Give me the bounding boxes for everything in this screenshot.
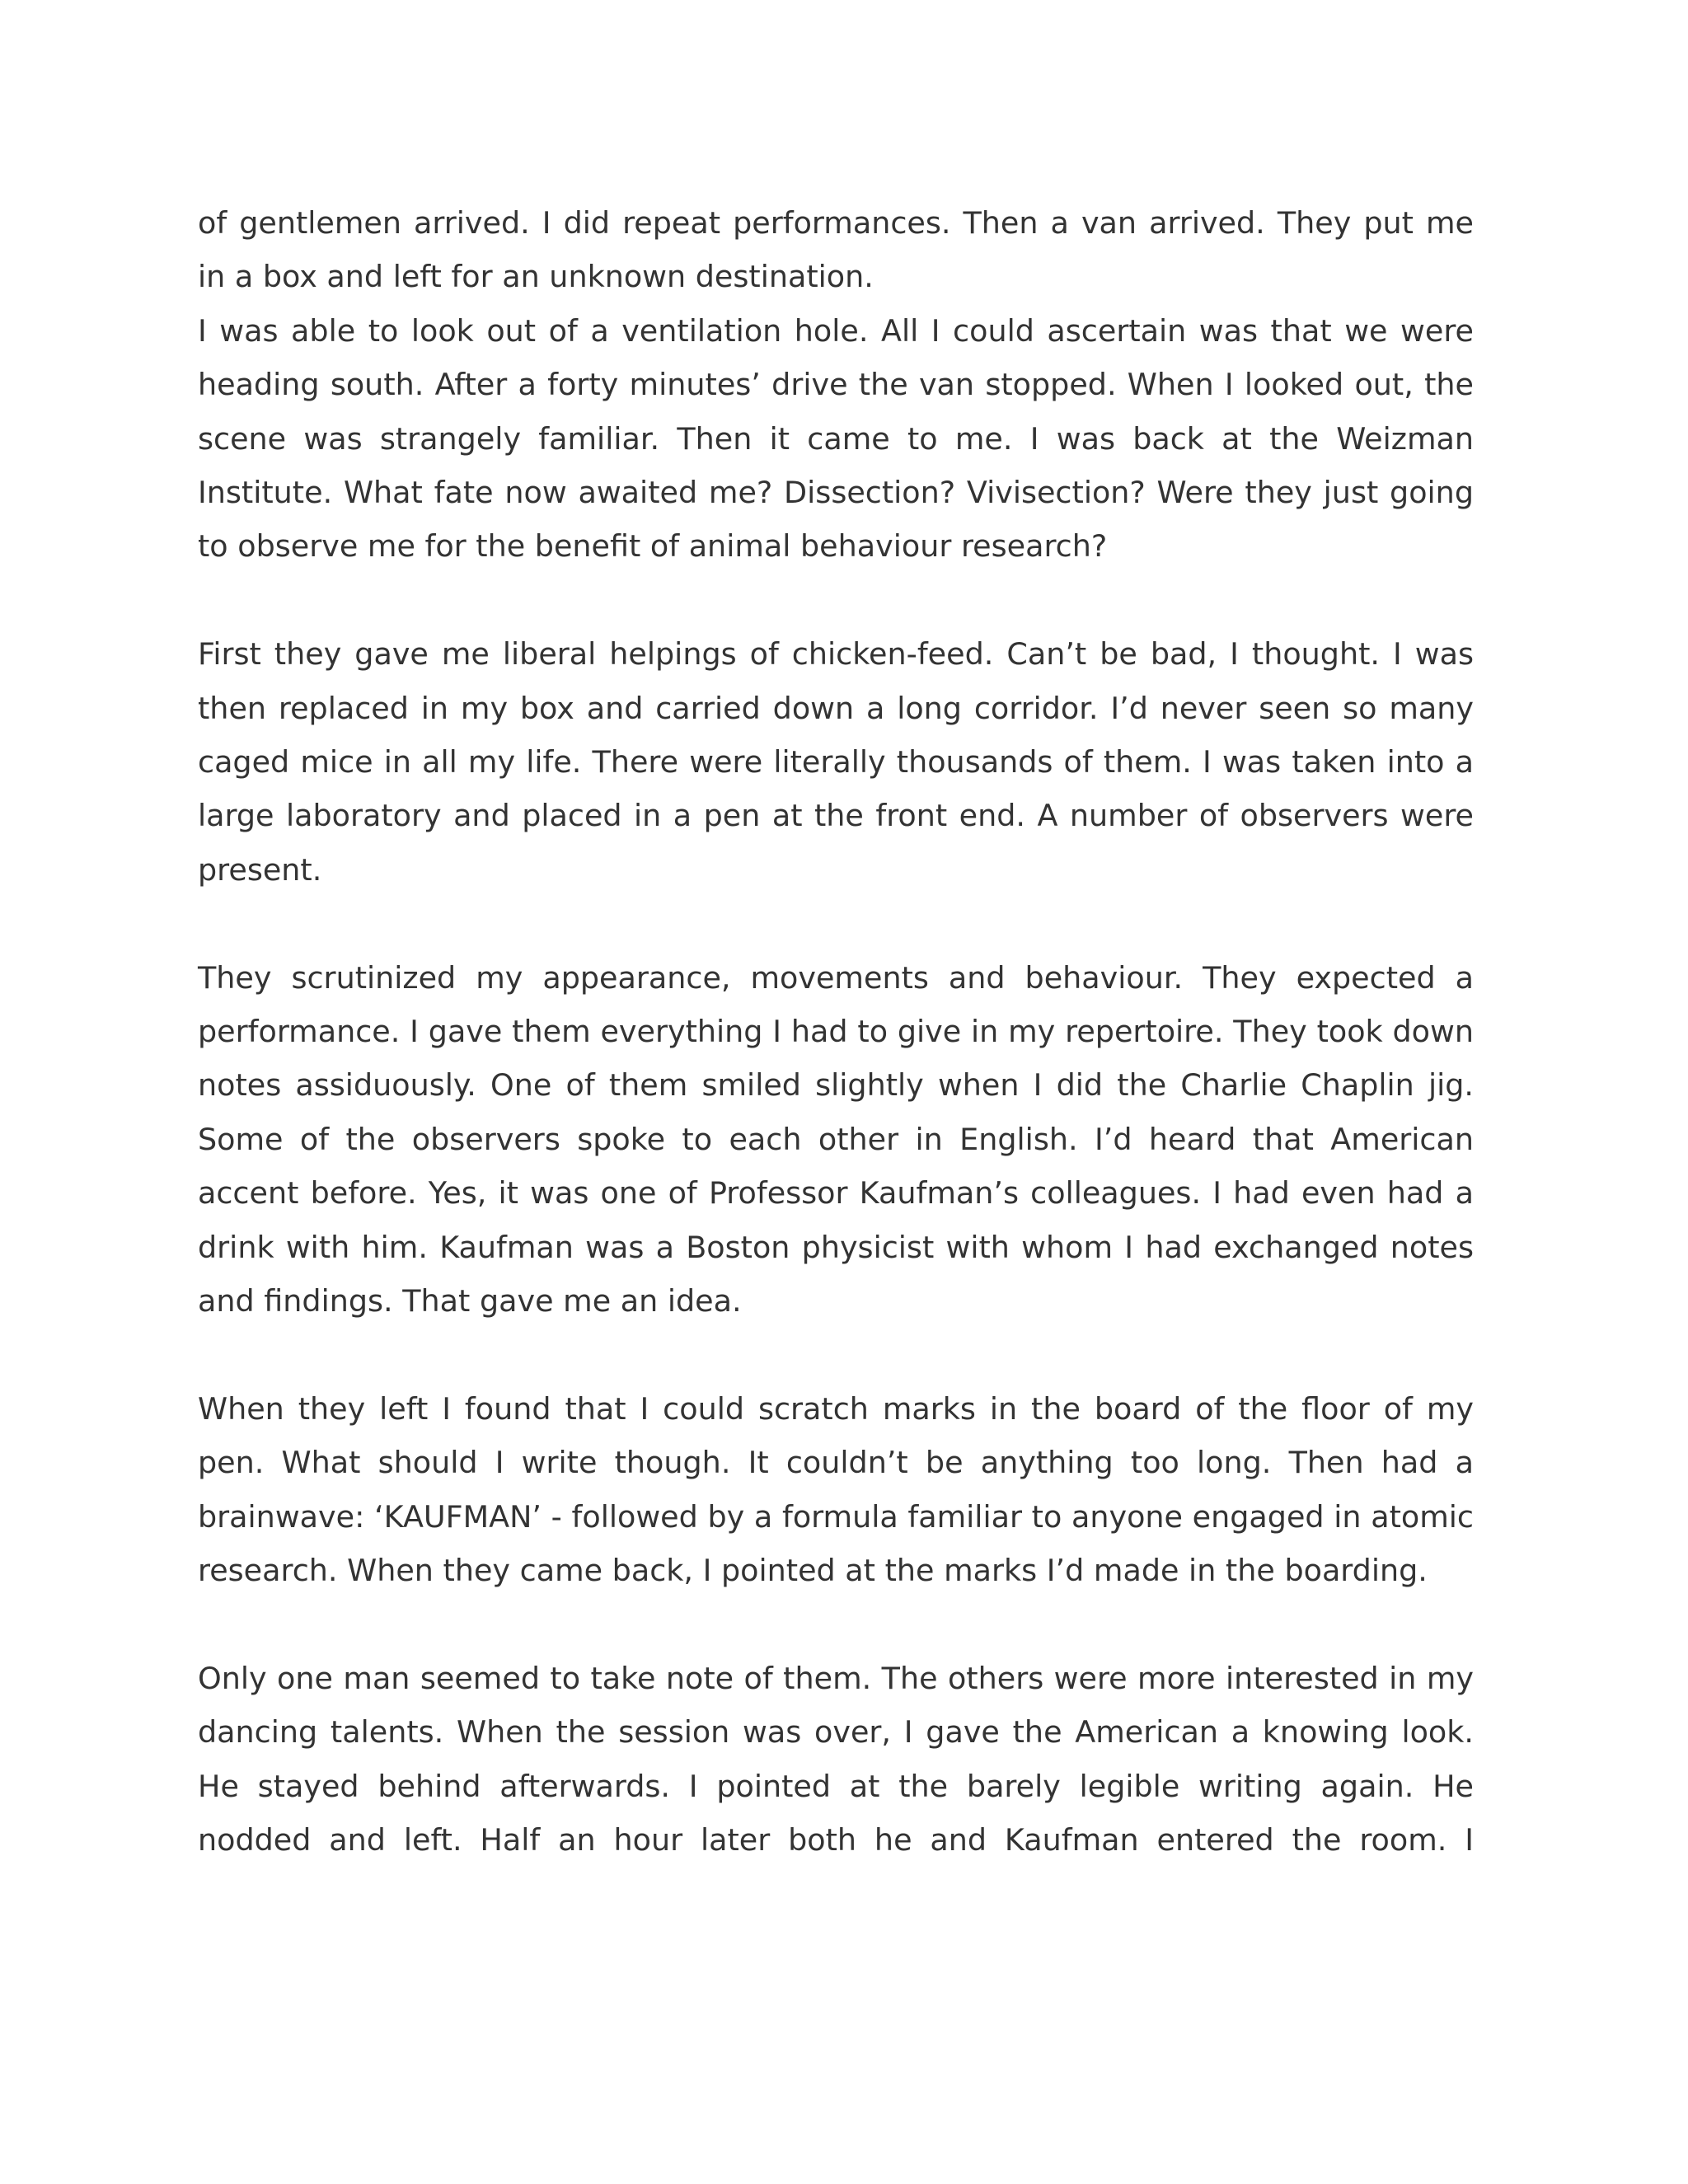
paragraph-2: I was able to look out of a ventilation hole. All I could ascertain was that we were heading south. After a forty minutes’ drive the van stopped. When I looked out, the scene was strangely familiar. Then it came to me. I was back at the Weizman Institute. What fate now awaited me? Dissection? Vivisection? Were they just going to observe me for the benefit of animal behaviour research?: [198, 312, 1474, 565]
paragraph-4: They scrutinized my appearance, movements and behaviour. They expected a performance. I gave them everything I had to give in my repertoire. They took down notes assiduously. One of them smiled slightly when I did the Charlie Chaplin jig. Some of the observers spoke to each other in English. I’d heard that American accent before. Yes, it was one of Professor Kaufman’s colleagues. I had even had a drink with him. Kaufman was a Boston physicist with whom I had exchanged notes and findings. That gave me an idea.: [198, 959, 1474, 1319]
paragraph-6: Only one man seemed to take note of them. The others were more interested in my dancing talents. When the session was over, I gave the American a knowing look. He stayed behind afterwards. I pointed at the barely legible writing again. He nodded and left. Half an hour later both he and Kaufman entered the room. I: [198, 1660, 1474, 1858]
paragraph-5: When they left I found that I could scratch marks in the board of the floor of my pen. What should I write though. It couldn’t be anything too long. Then had a brainwave: ‘KAUFMAN’ - followed by a formula familiar to anyone engaged in atomic research. When they came back, I pointed at the marks I’d made in the boarding.: [198, 1390, 1474, 1589]
paragraph-1: of gentlemen arrived. I did repeat performances. Then a van arrived. They put me in a box and left for an unknown destination.: [198, 205, 1474, 295]
paragraph-3: First they gave me liberal helpings of chicken-feed. Can’t be bad, I thought. I was then replaced in my box and carried down a long corridor. I’d never seen so many caged mice in all my life. There were literally thousands of them. I was taken into a large laboratory and placed in a pen at the front end. A number of observers were present.: [198, 636, 1474, 888]
document-page: [198, 196, 1474, 1868]
